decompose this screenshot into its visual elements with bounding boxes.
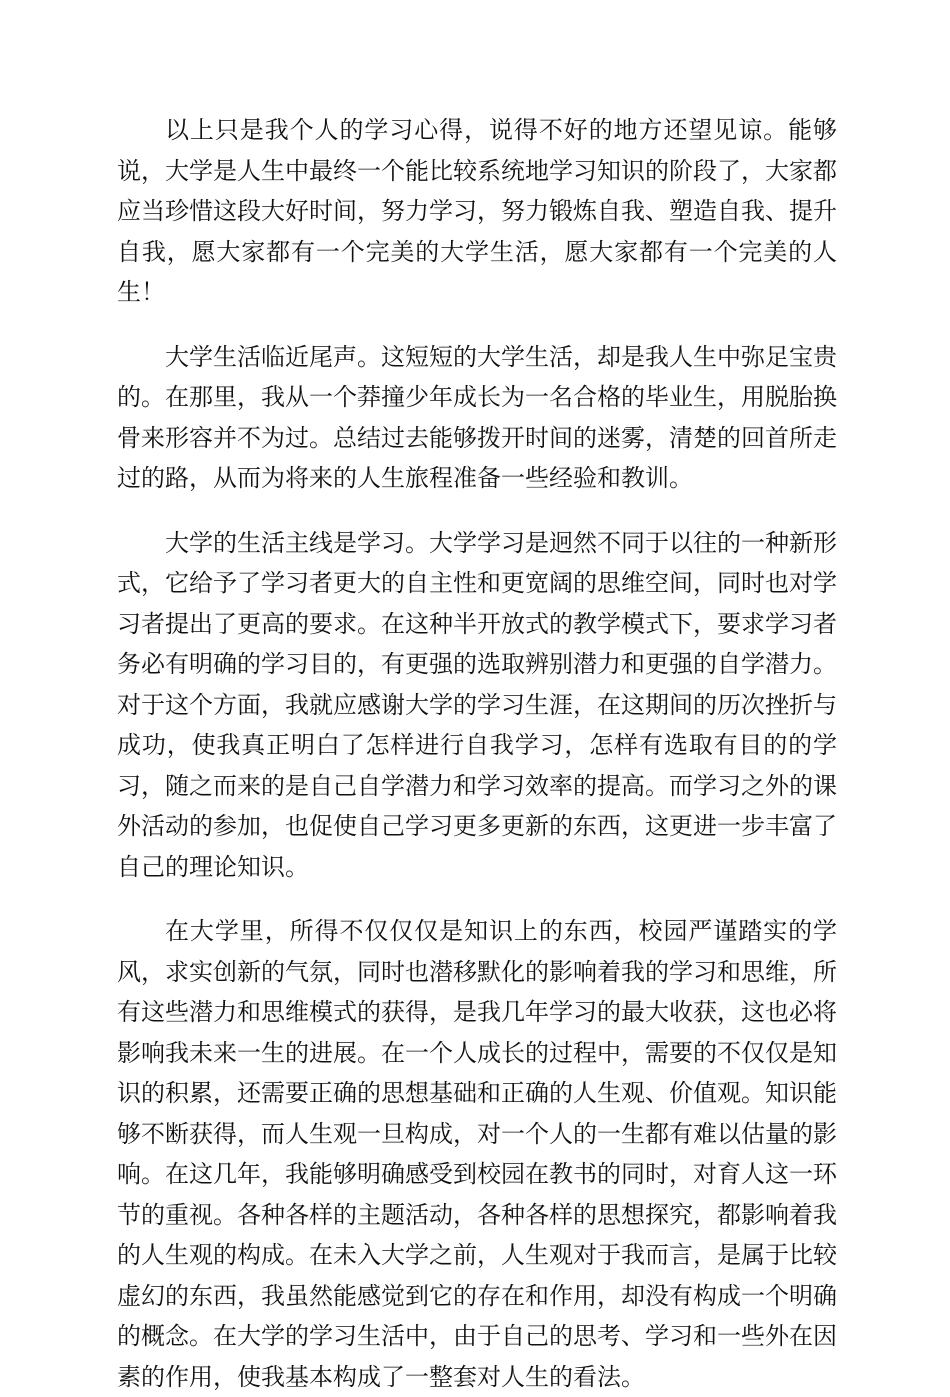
paragraph-4: 在大学里，所得不仅仅仅是知识上的东西，校园严谨踏实的学风，求实创新的气氛，同时也潜移默化的影响着我的学习和思维，所有这些潜力和思维模式的获得，是我几年学习的最大收获，这也必将影响我未来一生的进展。在一个人成长的过程中，需要的不仅仅是知识的积累，还需要正确的思想基础和正确的人生观、价值观。知识能够不断获得，而人生观一旦构成，对一个人的一生都有难以估量的影响。在这几年，我能够明确感受到校园在教书的同时，对育人这一环节的重视。各种各样的主题活动，各种各样的思想探究，都影响着我的人生观的构成。在未入大学之前，人生观对于我而言，是属于比较虚幻的东西，我虽然能感觉到它的存在和作用，却没有构成一个明确的概念。在大学的学习生活中，由于自己的思考、学习和一些外在因素的作用，使我基本构成了一整套对人生的看法。 (117, 917, 837, 1391)
document-body (117, 110, 837, 1397)
paragraph-1: 以上只是我个人的学习心得，说得不好的地方还望见谅。能够说，大学是人生中最终一个能比较系统地学习知识的阶段了，大家都应当珍惜这段大好时间，努力学习，努力锻炼自我、塑造自我、提升自我，愿大家都有一个完美的大学生活，愿大家都有一个完美的人生！ (117, 116, 837, 306)
paragraph-2: 大学生活临近尾声。这短短的大学生活，却是我人生中弥足宝贵的。在那里，我从一个莽撞少年成长为一名合格的毕业生，用脱胎换骨来形容并不为过。总结过去能够拨开时间的迷雾，清楚的回首所走过的路，从而为将来的人生旅程准备一些经验和教训。 (117, 342, 837, 492)
paragraph-3: 大学的生活主线是学习。大学学习是迥然不同于以往的一种新形式，它给予了学习者更大的自主性和更宽阔的思维空间，同时也对学习者提出了更高的要求。在这种半开放式的教学模式下，要求学习者务必有明确的学习目的，有更强的选取辨别潜力和更强的自学潜力。对于这个方面，我就应感谢大学的学习生涯，在这期间的历次挫折与成功，使我真正明白了怎样进行自我学习，怎样有选取有目的的学习，随之而来的是自己自学潜力和学习效率的提高。而学习之外的课外活动的参加，也促使自己学习更多更新的东西，这更进一步丰富了自己的理论知识。 (117, 528, 837, 881)
